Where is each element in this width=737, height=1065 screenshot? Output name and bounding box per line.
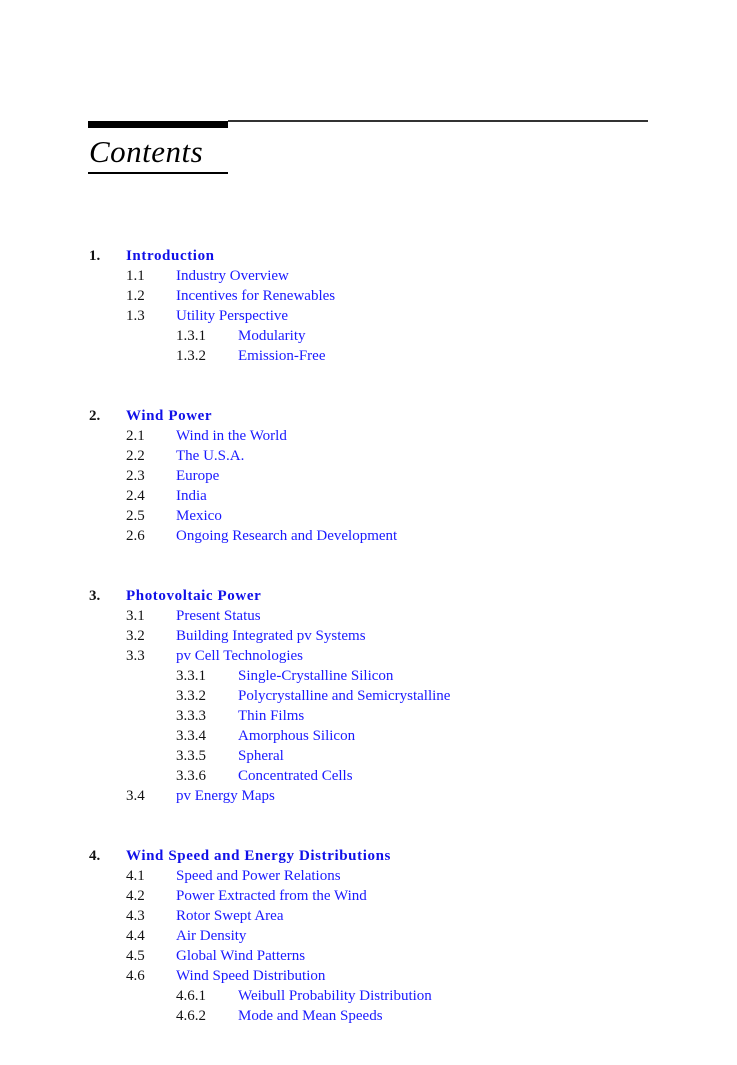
subsection-number: 3.3.4 [176, 728, 206, 744]
subsection-link[interactable]: Concentrated Cells [238, 768, 353, 784]
section-link[interactable]: Present Status [176, 608, 261, 624]
subsection-number: 4.6.2 [176, 1008, 206, 1024]
chapter-number: 3. [89, 588, 101, 604]
section-number: 1.2 [126, 288, 145, 304]
section-number: 3.3 [126, 648, 145, 664]
section-number: 4.2 [126, 888, 145, 904]
section-link[interactable]: Wind in the World [176, 428, 287, 444]
section-number: 2.2 [126, 448, 145, 464]
subsection-number: 3.3.1 [176, 668, 206, 684]
title-underline [88, 172, 228, 174]
section-link[interactable]: Incentives for Renewables [176, 288, 336, 304]
section-link[interactable]: Speed and Power Relations [176, 868, 341, 884]
chapter-number: 2. [89, 408, 101, 424]
section-number: 2.5 [126, 508, 145, 524]
subsection-number: 3.3.2 [176, 688, 206, 704]
subsection-number: 1.3.1 [176, 328, 206, 344]
section-link[interactable]: Rotor Swept Area [176, 908, 284, 924]
section-link[interactable]: Building Integrated pv Systems [176, 628, 366, 644]
section-link[interactable]: Air Density [176, 928, 247, 944]
chapter-link[interactable]: Photovoltaic Power [126, 588, 262, 604]
chapter-number: 1. [89, 248, 101, 264]
section-link[interactable]: pv Energy Maps [176, 788, 275, 804]
header-thin-rule [228, 120, 648, 122]
chapter-link[interactable]: Wind Speed and Energy Distributions [126, 848, 391, 864]
subsection-link[interactable]: Spheral [238, 748, 284, 764]
section-link[interactable]: Europe [176, 468, 220, 484]
section-number: 4.1 [126, 868, 145, 884]
section-number: 1.3 [126, 308, 145, 324]
page-title: Contents [89, 134, 204, 169]
section-link[interactable]: Power Extracted from the Wind [176, 888, 367, 904]
section-link[interactable]: Ongoing Research and Development [176, 528, 398, 544]
section-link[interactable]: The U.S.A. [176, 448, 245, 464]
subsection-number: 4.6.1 [176, 988, 206, 1004]
section-link[interactable]: India [176, 488, 207, 504]
section-number: 2.1 [126, 428, 145, 444]
section-number: 3.4 [126, 788, 145, 804]
subsection-number: 3.3.3 [176, 708, 206, 724]
section-link[interactable]: pv Cell Technologies [176, 648, 303, 664]
subsection-link[interactable]: Single-Crystalline Silicon [238, 668, 394, 684]
section-number: 1.1 [126, 268, 145, 284]
section-number: 4.4 [126, 928, 145, 944]
section-link[interactable]: Wind Speed Distribution [176, 968, 326, 984]
subsection-link[interactable]: Thin Films [238, 708, 305, 724]
chapter-number: 4. [89, 848, 101, 864]
subsection-link[interactable]: Modularity [238, 328, 306, 344]
section-number: 2.4 [126, 488, 145, 504]
section-link[interactable]: Industry Overview [176, 268, 289, 284]
section-number: 2.6 [126, 528, 145, 544]
section-number: 4.3 [126, 908, 145, 924]
subsection-link[interactable]: Amorphous Silicon [238, 728, 356, 744]
section-number: 3.1 [126, 608, 145, 624]
section-number: 3.2 [126, 628, 145, 644]
section-link[interactable]: Utility Perspective [176, 308, 289, 324]
section-link[interactable]: Mexico [176, 508, 222, 524]
subsection-number: 1.3.2 [176, 348, 206, 364]
subsection-link[interactable]: Weibull Probability Distribution [238, 988, 432, 1004]
subsection-link[interactable]: Mode and Mean Speeds [238, 1008, 383, 1024]
header-thick-rule [88, 121, 228, 128]
subsection-number: 3.3.5 [176, 748, 206, 764]
chapter-link[interactable]: Introduction [126, 248, 215, 264]
section-number: 2.3 [126, 468, 145, 484]
subsection-number: 3.3.6 [176, 768, 206, 784]
section-number: 4.6 [126, 968, 145, 984]
chapter-link[interactable]: Wind Power [126, 408, 213, 424]
section-number: 4.5 [126, 948, 145, 964]
section-link[interactable]: Global Wind Patterns [176, 948, 306, 964]
subsection-link[interactable]: Emission-Free [238, 348, 326, 364]
subsection-link[interactable]: Polycrystalline and Semicrystalline [238, 688, 451, 704]
